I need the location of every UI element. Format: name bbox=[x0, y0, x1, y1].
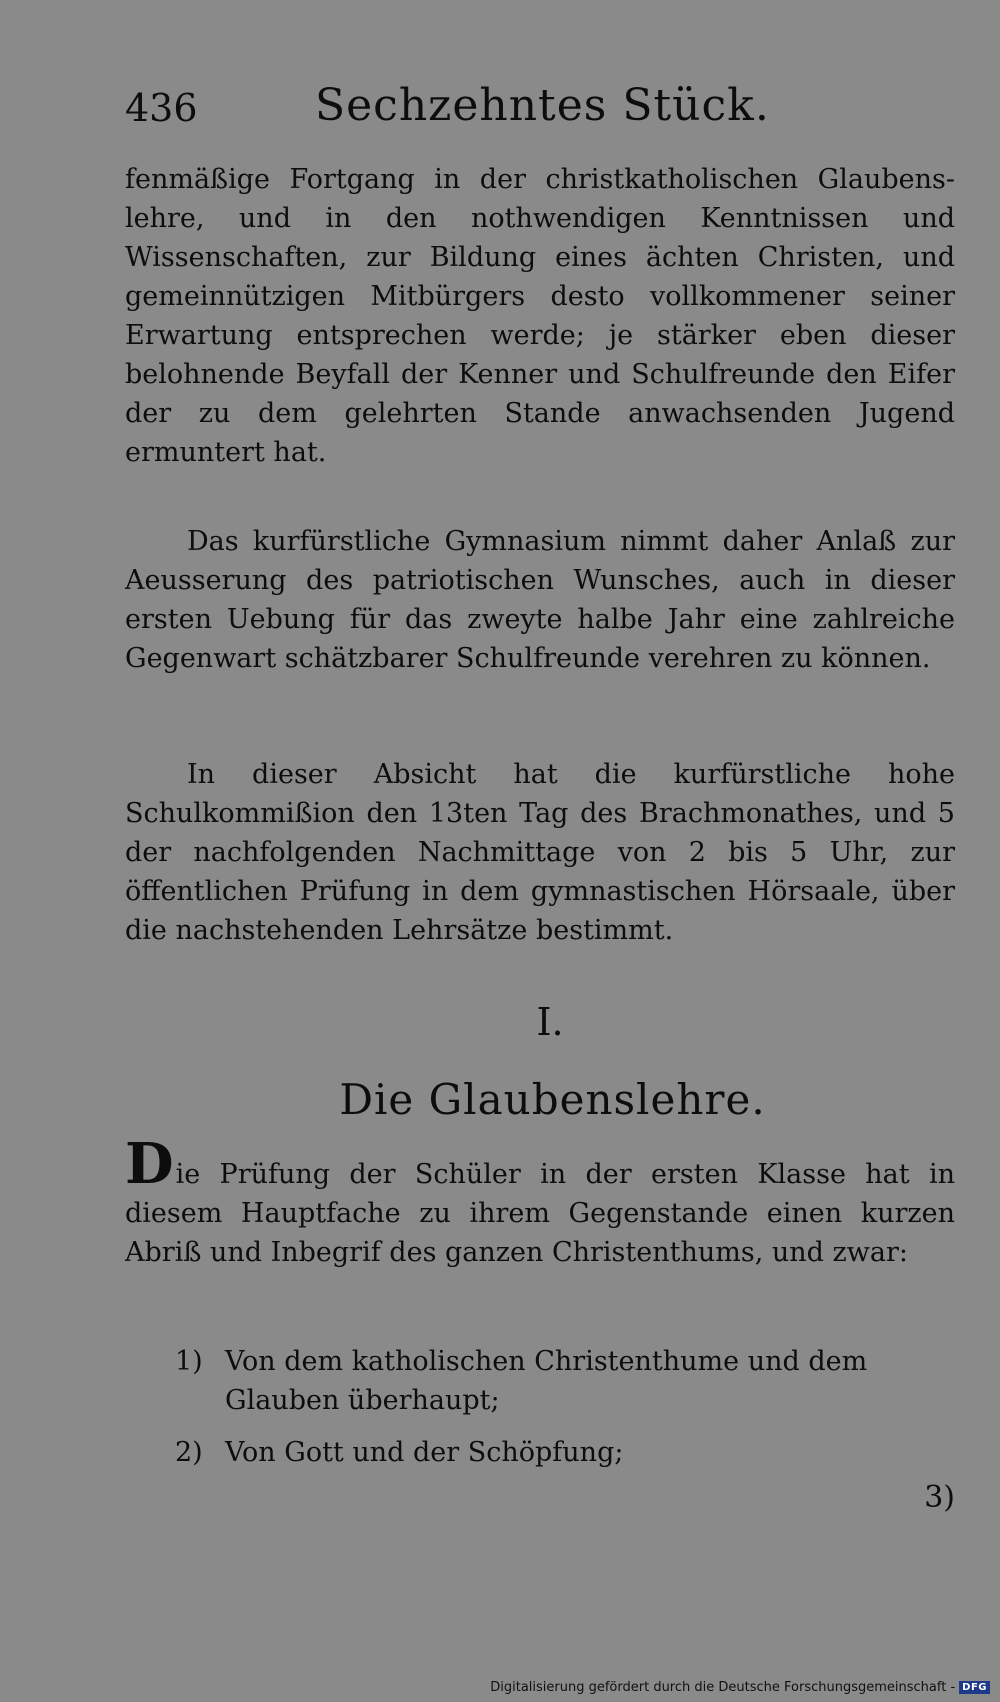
page-number: 436 bbox=[125, 86, 198, 130]
section-title: Die Glaubenslehre. bbox=[339, 1075, 766, 1124]
paragraph-gymnasium bbox=[125, 522, 955, 678]
section-number: I. bbox=[536, 1000, 564, 1044]
paragraph-intro bbox=[125, 1131, 955, 1272]
catchword: 3) bbox=[924, 1480, 955, 1515]
credit-text: Digitalisierung gefördert durch die Deutsche Forschungsgemeinschaft - bbox=[490, 1680, 956, 1695]
paragraph-pruefung bbox=[125, 755, 955, 950]
paragraph-text: In dieser Absicht hat die kurfürstliche hohe Schulkommißion den 13ten Tag des Brachmonathes, und 5 der nachfolgenden Nachmittage von 2 bis 5 Uhr, zur öffentlichen Prüfung in dem gymnastischen Hörsaale, über die nachstehenden Lehrsätze bestimmt. bbox=[125, 759, 955, 946]
list-item bbox=[125, 1342, 955, 1420]
page-header bbox=[125, 80, 955, 140]
intro-text: ie Prüfung der Schüler in der ersten Klasse hat in diesem Hauptfache zu ihrem Gegenstande einen kurzen Abriß und Inbegrif des ganzen Christenthums, und zwar: bbox=[125, 1159, 955, 1268]
list-item-number: 2) bbox=[175, 1437, 203, 1468]
list-item-text: Von dem katholischen Christenthume und dem Glauben überhaupt; bbox=[225, 1346, 868, 1416]
list-item-number: 1) bbox=[175, 1346, 203, 1377]
paragraph-continued bbox=[125, 160, 955, 472]
drop-cap: D bbox=[125, 1131, 174, 1197]
running-head: Sechzehntes Stück. bbox=[315, 80, 770, 131]
list-item-text: Von Gott und der Schöpfung; bbox=[225, 1437, 624, 1468]
digitization-credit bbox=[490, 1680, 990, 1695]
paragraph-text: fenmäßige Fortgang in der christkatholischen Glaubens-lehre, und in den nothwendigen Kenntnissen und Wissenschaften, zur Bildung eines ächten Christen, und gemeinnützigen Mitbürgers desto vollkommener seiner Erwartung entsprechen werde; je stärker eben dieser belohnende Beyfall der Kenner und Schulfreunde den Eifer der zu dem gelehrten Stande anwachsenden Jugend ermuntert hat. bbox=[125, 164, 955, 468]
list-item bbox=[125, 1433, 955, 1472]
paragraph-text bbox=[125, 1131, 955, 1272]
paragraph-text: Das kurfürstliche Gymnasium nimmt daher Anlaß zur Aeusserung des patriotischen Wunsches, auch in dieser ersten Uebung für das zweyte halbe Jahr eine zahlreiche Gegenwart schätzbarer Schulfreunde verehren zu können. bbox=[125, 526, 955, 674]
dfg-logo: DFG bbox=[959, 1681, 990, 1694]
